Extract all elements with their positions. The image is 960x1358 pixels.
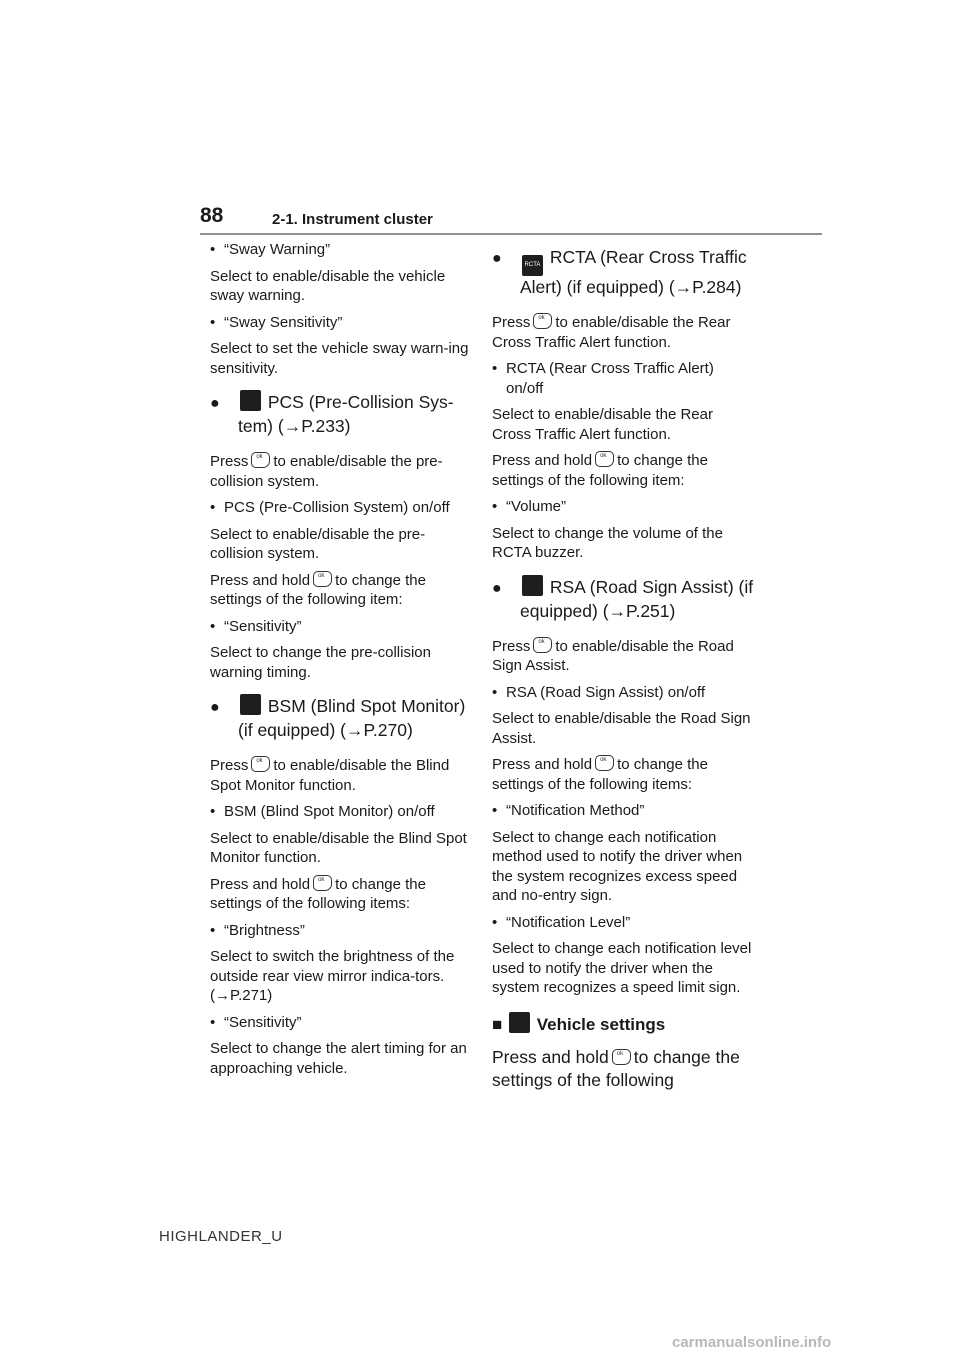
text-span: Press and hold — [492, 1047, 609, 1067]
heading-bullet: ● — [210, 395, 220, 412]
rsa-heading-text: RSA (Road Sign Assist) (if equipped) (→P.251) — [520, 576, 754, 621]
list-bullet: • — [492, 913, 498, 931]
paragraph: Select to enable/disable the Road Sign Assist. — [492, 710, 751, 747]
list-bullet: • — [210, 1013, 216, 1031]
list-bullet: • — [492, 683, 498, 701]
text-span: Press and hold — [492, 756, 593, 773]
paragraph: Select to enable/disable the Blind Spot Monitor function. — [210, 829, 467, 866]
text-span: Press and hold — [492, 452, 593, 469]
list-bullet: • — [492, 802, 498, 819]
pcs-heading-text: PCS (Pre-Collision Sys-tem) (→P.233) — [238, 392, 454, 436]
paragraph: Select to change the volume of the RCTA buzzer. — [492, 524, 723, 561]
ok-button-icon — [533, 637, 552, 653]
list-item-text: “Sensitivity” — [224, 1013, 302, 1031]
text-span: to enable/disable the Road Sign Assist. — [492, 637, 734, 674]
ok-button-icon — [313, 875, 332, 891]
ok-button-icon — [251, 756, 270, 772]
paragraph — [492, 313, 754, 352]
heading-bullet: ● — [492, 250, 502, 267]
list-item-text: RSA (Road Sign Assist) on/off — [506, 683, 705, 701]
text-span: to enable/disable the Rear Cross Traffic Alert function. — [492, 314, 731, 351]
text-span: to change the settings of the following items: — [210, 875, 426, 912]
ok-button-icon — [251, 452, 270, 468]
rcta-heading-text: RCTA (Rear Cross Traffic Alert) (if equipped) (→P.284) — [520, 247, 747, 297]
list-item-text: BSM (Blind Spot Monitor) on/off — [224, 803, 435, 820]
list-item — [492, 683, 754, 703]
list-item — [492, 497, 754, 517]
paragraph — [492, 1046, 754, 1092]
list-item — [492, 801, 754, 821]
paragraph: Select to change the pre-collision warning timing. — [210, 644, 431, 681]
list-item-text: “Brightness” — [224, 921, 305, 939]
square-bullet: ■ — [492, 1014, 503, 1034]
ok-button-icon — [533, 313, 552, 329]
list-item — [210, 617, 472, 637]
paragraph: Select to enable/disable the vehicle sway warning. — [210, 267, 446, 304]
bsm-icon — [240, 694, 261, 715]
pcs-icon — [240, 390, 261, 411]
rsa-heading — [492, 575, 754, 623]
bsm-heading-text: BSM (Blind Spot Monitor) (if equipped) (→P.270) — [238, 696, 466, 740]
list-item — [492, 359, 754, 398]
text-span: Press — [210, 453, 249, 470]
list-bullet: • — [492, 498, 498, 515]
text-span: to enable/disable the Blind Spot Monitor function. — [210, 757, 450, 794]
list-item — [210, 498, 472, 518]
footer-model: HIGHLANDER_U — [159, 1228, 283, 1245]
vehicle-settings-icon — [509, 1012, 530, 1033]
list-item-text: PCS (Pre-Collision System) on/off — [224, 499, 450, 516]
paragraph: Select to change the alert timing for an approaching vehicle. — [210, 1040, 467, 1077]
text-span: Press — [210, 757, 249, 774]
left-column — [210, 240, 472, 1085]
paragraph: Select to set the vehicle sway warn-ing sensitivity. — [210, 340, 469, 377]
heading-bullet: ● — [492, 579, 502, 597]
paragraph: Select to enable/disable the Rear Cross Traffic Alert function. — [492, 406, 713, 443]
list-item-text: “Sway Sensitivity” — [224, 313, 343, 331]
paragraph: Select to enable/disable the pre-collision system. — [210, 525, 426, 562]
paragraph: Select to change each notification level used to notify the driver when the system recognizes a speed limit sign. — [492, 940, 752, 996]
text-span: to change the settings of the following item: — [492, 452, 708, 489]
paragraph: Select to switch the brightness of the outside rear view mirror indica-tors. (→P.271) — [210, 948, 455, 1004]
list-bullet: • — [492, 360, 498, 377]
list-item — [210, 313, 472, 333]
paragraph — [210, 756, 472, 795]
vehicle-settings-heading — [492, 1012, 754, 1035]
list-item — [210, 921, 472, 941]
list-item — [210, 240, 472, 260]
watermark: carmanualsonline.info — [672, 1334, 832, 1351]
list-item-text: RCTA (Rear Cross Traffic Alert) on/off — [506, 360, 714, 397]
rsa-icon — [522, 575, 543, 596]
right-column — [492, 240, 754, 1099]
paragraph — [210, 571, 472, 610]
text-span: to change the settings of the following items: — [492, 756, 708, 793]
paragraph — [492, 755, 754, 794]
paragraph — [210, 452, 472, 491]
paragraph — [210, 875, 472, 914]
paragraph: Select to change each notification method used to notify the driver when the system recognizes excess speed and no-entry sign. — [492, 828, 743, 904]
list-item-text: “Sway Warning” — [224, 241, 331, 258]
rcta-icon: RCTA — [522, 255, 543, 276]
paragraph — [492, 637, 754, 676]
heading-bullet: ● — [210, 699, 220, 716]
list-bullet: • — [210, 499, 216, 516]
vehicle-settings-heading-text: Vehicle settings — [532, 1014, 666, 1034]
list-item-text: “Volume” — [506, 498, 567, 515]
list-item-text: “Notification Level” — [506, 913, 631, 931]
rcta-heading — [492, 246, 754, 299]
list-bullet: • — [210, 617, 216, 635]
ok-button-icon — [313, 571, 332, 587]
ok-button-icon — [595, 451, 614, 467]
ok-button-icon — [612, 1049, 631, 1065]
header-rule — [200, 233, 822, 235]
list-item — [210, 802, 472, 822]
text-span: to enable/disable the pre-collision system. — [210, 453, 443, 490]
list-item-text: “Notification Method” — [506, 802, 645, 819]
text-span: Press and hold — [210, 875, 311, 893]
list-bullet: • — [210, 803, 216, 820]
bsm-heading — [210, 694, 472, 742]
list-bullet: • — [210, 313, 216, 331]
paragraph — [492, 451, 754, 490]
text-span: Press and hold — [210, 571, 311, 589]
text-span: Press — [492, 637, 531, 655]
text-span: to change the settings of the following item: — [210, 571, 426, 608]
ok-button-icon — [595, 755, 614, 771]
list-item — [492, 913, 754, 933]
list-item-text: “Sensitivity” — [224, 617, 302, 635]
page-number: 88 — [200, 204, 224, 227]
text-span: Press — [492, 314, 531, 331]
text-span: to change the settings of the following — [492, 1047, 740, 1090]
list-item — [210, 1013, 472, 1033]
list-bullet: • — [210, 241, 216, 258]
section-title: 2-1. Instrument cluster — [272, 211, 433, 228]
pcs-heading — [210, 390, 472, 438]
list-bullet: • — [210, 921, 216, 939]
